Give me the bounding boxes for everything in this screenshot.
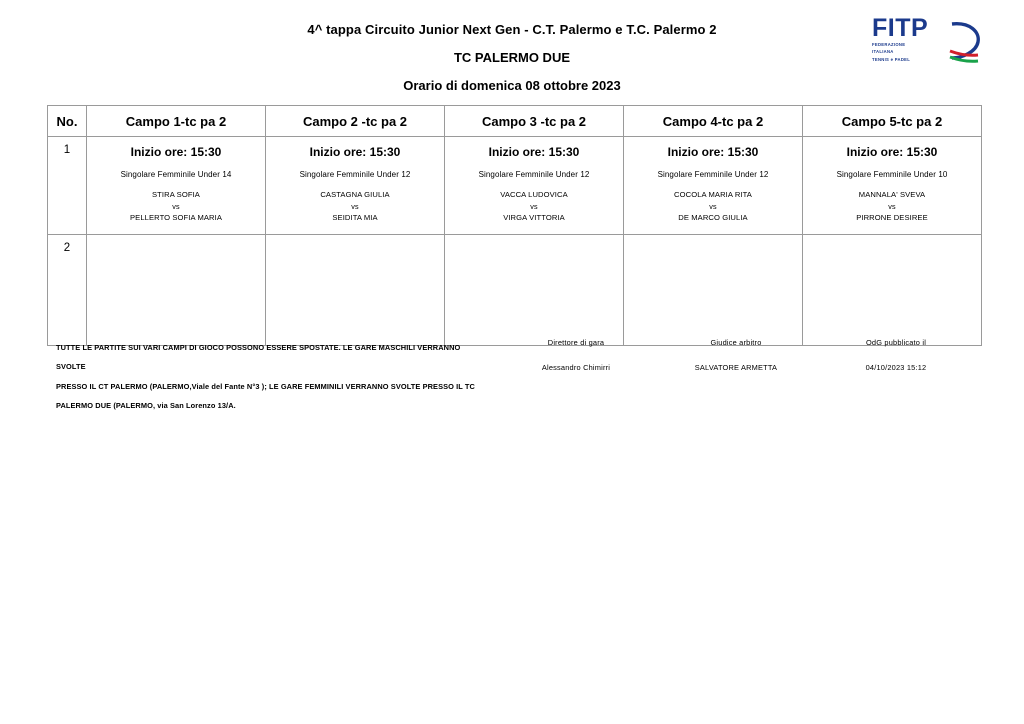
column-header-campo-1: Campo 1-tc pa 2 [87, 106, 266, 137]
match-players [807, 189, 977, 224]
match-cell [266, 137, 445, 235]
footer-odg-pubblicato [816, 338, 976, 372]
match-cell [624, 234, 803, 345]
player-one: VACCA LUDOVICA [500, 190, 568, 199]
player-two: PELLERTO SOFIA MARIA [129, 212, 223, 222]
column-header-no: No. [48, 106, 87, 137]
match-cell [624, 137, 803, 235]
fitp-swoosh-icon [948, 18, 982, 64]
fitp-logo-sub3: TENNIS e PADEL [872, 56, 911, 62]
table-header-row [48, 106, 982, 137]
schedule-table-wrapper [47, 105, 977, 346]
match-start-time: Inizio ore: 15:30 [130, 145, 222, 159]
match-cell [87, 137, 266, 235]
player-one: COCOLA MARIA RITA [674, 190, 752, 199]
document-header [0, 0, 1024, 93]
footer-label: Direttore di gara [547, 338, 605, 347]
versus-label: vs [530, 201, 538, 211]
column-header-campo-2: Campo 2 -tc pa 2 [266, 106, 445, 137]
club-name: TC PALERMO DUE [453, 50, 571, 65]
footer-label: OdG pubblicato il [865, 338, 927, 347]
versus-label: vs [709, 201, 717, 211]
match-cell [803, 137, 982, 235]
match-cell [266, 234, 445, 345]
match-category: Singolare Femminile Under 10 [836, 170, 948, 179]
footer-giudice-arbitro [656, 338, 816, 372]
match-category: Singolare Femminile Under 12 [299, 170, 411, 179]
match-cell [445, 234, 624, 345]
match-players [91, 189, 261, 224]
player-one: STIRA SOFIA [152, 190, 200, 199]
row-number: 1 [48, 137, 87, 235]
versus-label: vs [351, 201, 359, 211]
footer-value: SALVATORE ARMETTA [694, 363, 778, 372]
fitp-logo [872, 16, 982, 68]
player-two: VIRGA VITTORIA [503, 212, 565, 222]
column-header-campo-5: Campo 5-tc pa 2 [803, 106, 982, 137]
player-one: CASTAGNA GIULIA [320, 190, 390, 199]
match-cell [803, 234, 982, 345]
row-number: 2 [48, 234, 87, 345]
column-header-campo-3: Campo 3 -tc pa 2 [445, 106, 624, 137]
match-players [270, 189, 440, 224]
tournament-title: 4^ tappa Circuito Junior Next Gen - C.T. Palermo e T.C. Palermo 2 [307, 22, 717, 37]
footer-value: 04/10/2023 15:12 [865, 363, 927, 372]
footer-notes [56, 338, 486, 415]
footer-label: Giudice arbitro [710, 338, 762, 347]
match-start-time: Inizio ore: 15:30 [667, 145, 759, 159]
schedule-date: Orario di domenica 08 ottobre 2023 [403, 78, 621, 93]
footer-value: Alessandro Chimirri [541, 363, 611, 372]
fitp-logo-sub1: FEDERAZIONE [872, 42, 906, 47]
match-start-time: Inizio ore: 15:30 [846, 145, 938, 159]
player-two: PIRRONE DESIREE [856, 212, 928, 222]
match-players [628, 189, 798, 224]
versus-label: vs [888, 201, 896, 211]
match-cell [445, 137, 624, 235]
footer-note-line: TUTTE LE PARTITE SUI VARI CAMPI DI GIOCO POSSONO ESSERE SPOSTATE. LE GARE MASCHILI VERRANNO SVOLTE [56, 343, 461, 372]
versus-label: vs [172, 201, 180, 211]
match-start-time: Inizio ore: 15:30 [309, 145, 401, 159]
footer-note-line: PRESSO IL CT PALERMO (PALERMO,Viale del Fante N°3 ); LE GARE FEMMINILI VERRANNO SVOLTE PRESSO IL TC [56, 381, 475, 391]
match-start-time: Inizio ore: 15:30 [488, 145, 580, 159]
player-two: DE MARCO GIULIA [678, 212, 748, 222]
column-header-campo-4: Campo 4-tc pa 2 [624, 106, 803, 137]
match-category: Singolare Femminile Under 14 [120, 170, 232, 179]
footer-directore-di-gara [496, 338, 656, 372]
match-category: Singolare Femminile Under 12 [657, 170, 769, 179]
footer-columns [496, 338, 976, 372]
player-two: SEIDITA MIA [332, 212, 378, 222]
match-cell [87, 234, 266, 345]
fitp-logo-sub2: ITALIANA [872, 49, 894, 55]
table-row [48, 137, 982, 235]
footer-note-line: PALERMO DUE (PALERMO, via San Lorenzo 13/A. [56, 400, 236, 410]
schedule-table [47, 105, 982, 346]
player-one: MANNALA' SVEVA [858, 190, 926, 199]
fitp-logo-text: FITP [872, 14, 929, 42]
match-players [449, 189, 619, 224]
match-category: Singolare Femminile Under 12 [478, 170, 590, 179]
table-row [48, 234, 982, 345]
